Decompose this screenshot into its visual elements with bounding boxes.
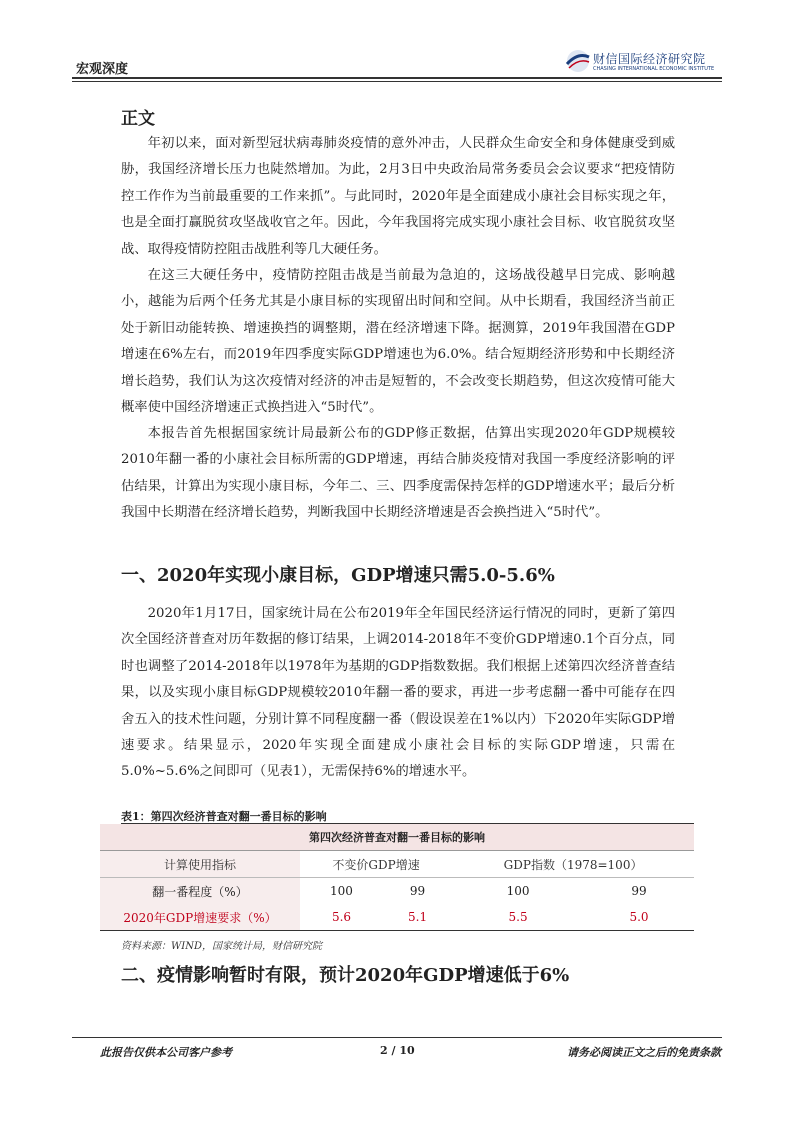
table-cell: 99	[409, 884, 426, 898]
table-cell: 5.5	[452, 904, 584, 931]
table-cell: 100	[330, 884, 353, 898]
header-divider	[72, 77, 722, 79]
row-label: 2020年GDP增速要求（%）	[100, 904, 300, 931]
report-section-label: 宏观深度	[76, 62, 129, 77]
logo-emblem-icon	[565, 48, 591, 74]
footer-divider	[72, 1037, 722, 1038]
table-source: 资料来源：WIND，国家统计局，财信研究院	[121, 941, 322, 952]
census-impact-table	[100, 824, 694, 931]
footer-disclaimer-left: 此报告仅供本公司客户参考	[100, 1046, 232, 1059]
paragraph-outline: 本报告首先根据国家统计局最新公布的GDP修正数据，估算出实现2020年GDP规模较2010年翻一番的小康社会目标所需的GDP增速，再结合肺炎疫情对我国一季度经济影响的评估结果，计算出为实现小康目标，今年二、三、四季度需保持怎样的GDP增速水平；最后分析我国中长期潜在经济增长趋势，判断我国中长期经济增速是否会换挡进入“5时代”。	[121, 426, 675, 521]
section-title: 正文	[121, 109, 155, 129]
table-title-row	[100, 824, 694, 851]
table-cell: 5.6	[300, 904, 383, 931]
table-cell: 99	[631, 884, 647, 898]
logo-name-en: CHASING INTERNATIONAL ECONOMIC INSTITUTE	[593, 66, 715, 72]
heading-section-2: 二、疫情影响暂时有限，预计2020年GDP增速低于6%	[121, 965, 570, 986]
table-caption: 表1：第四次经济普查对翻一番目标的影响	[121, 810, 327, 823]
page-number: 2 / 10	[380, 1044, 415, 1057]
header-divider-thin	[72, 81, 722, 82]
header-gdp-index: GDP指数（1978=100）	[452, 851, 694, 878]
institute-logo	[565, 48, 755, 76]
table-header-row	[100, 851, 694, 878]
header-indicator: 计算使用指标	[100, 851, 300, 878]
footer-disclaimer-right: 请务必阅读正文之后的免责条款	[567, 1046, 721, 1059]
logo-name-cn: 财信国际经济研究院	[593, 52, 706, 66]
paragraph-census: 2020年1月17日，国家统计局在公布2019年全年国民经济运行情况的同时，更新了第四次全国经济普查对历年数据的修订结果，上调2014-2018年不变价GDP增速0.1个百分点，同时也调整了2014-2018年以1978年为基期的GDP指数数据。我们根据上述第四次经济普查结果，以及实现小康目标GDP规模较2010年翻一番的要求，再进一步考虑翻一番中可能存在四舍五入的技术性问题，分别计算不同程度翻一番（假设误差在1%以内）下2020年实际GDP增速要求。结果显示，2020年实现全面建成小康社会目标的实际GDP增速，只需在5.0%~5.6%之间即可（见表1），无需保持6%的增速水平。	[121, 606, 675, 780]
table-title: 第四次经济普查对翻一番目标的影响	[100, 824, 694, 851]
table-row-degree	[100, 878, 694, 905]
table-cell: 100	[506, 884, 530, 898]
table-cell: 5.1	[383, 904, 452, 931]
header-constant-price-gdp: 不变价GDP增速	[300, 851, 452, 878]
table-row-required-growth	[100, 904, 694, 931]
heading-section-1: 一、2020年实现小康目标，GDP增速只需5.0-5.6%	[121, 565, 555, 586]
paragraph-intro: 年初以来，面对新型冠状病毒肺炎疫情的意外冲击，人民群众生命安全和身体健康受到威胁，我国经济增长压力也陡然增加。为此，2月3日中央政治局常务委员会会议要求“把疫情防控工作作为当前最重要的工作来抓”。与此同时，2020年是全面建成小康社会目标实现之年，也是全面打赢脱贫攻坚战收官之年。因此，今年我国将完成实现小康社会目标、收官脱贫攻坚战、取得疫情防控阻击战胜利等几大硬任务。	[121, 136, 675, 257]
paragraph-tasks: 在这三大硬任务中，疫情防控阻击战是当前最为急迫的，这场战役越早日完成、影响越小，越能为后两个任务尤其是小康目标的实现留出时间和空间。从中长期看，我国经济当前正处于新旧动能转换、增速换挡的调整期，潜在经济增速下降。据测算，2019年我国潜在GDP增速在6%左右，而2019年四季度实际GDP增速也为6.0%。结合短期经济形势和中长期经济增长趋势，我们认为这次疫情对经济的冲击是短暂的，不会改变长期趋势，但这次疫情可能大概率使中国经济增速正式换挡进入“5时代”。	[121, 268, 675, 416]
row-label: 翻一番程度（%）	[100, 878, 300, 905]
table-cell: 5.0	[584, 904, 694, 931]
